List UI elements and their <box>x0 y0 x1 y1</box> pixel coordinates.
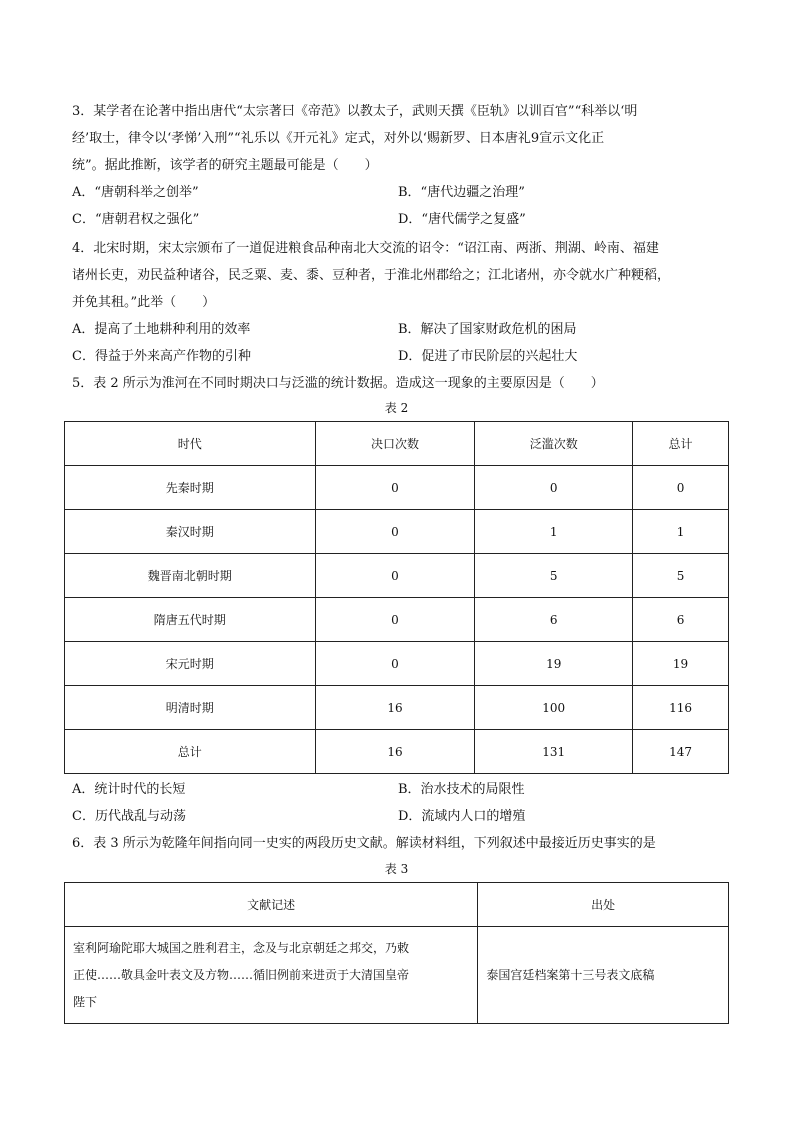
q3-option-c: C．“唐朝君权之强化” <box>72 212 200 227</box>
q4-option-d: D．促进了市民阶层的兴起壮大 <box>398 349 578 364</box>
flood-count-cell: 1 <box>475 510 633 554</box>
q3-stem-line-3: 统”。据此推断，该学者的研究主题最可能是（ ） <box>72 158 378 173</box>
table-row <box>65 642 729 686</box>
source-cell: 泰国宫廷档案第十三号表文底稿 <box>478 927 729 1024</box>
q4-stem-line-3: 并免其租。”此举（ ） <box>72 295 216 310</box>
breach-count-cell: 0 <box>315 642 475 686</box>
header-cell: 出处 <box>478 883 729 927</box>
total-cell: 147 <box>633 730 729 774</box>
breach-count-cell: 0 <box>315 466 475 510</box>
breach-count-cell: 0 <box>315 554 475 598</box>
era-cell: 隋唐五代时期 <box>65 598 316 642</box>
table-row <box>65 686 729 730</box>
header-cell: 时代 <box>65 422 316 466</box>
flood-count-cell: 6 <box>475 598 633 642</box>
document-text-line: 室利阿瑜陀耶大城国之胜利君主，念及与北京朝廷之邦交，乃敕 <box>73 940 410 955</box>
header-cell: 决口次数 <box>315 422 475 466</box>
flood-count-cell: 100 <box>475 686 633 730</box>
total-cell: 6 <box>633 598 729 642</box>
breach-count-cell: 0 <box>315 510 475 554</box>
q3-stem-line-1: 3．某学者在论著中指出唐代“太宗著曰《帝范》以教太子，武则天撰《臣轨》以训百官”“科举以‘明 <box>72 104 638 119</box>
flood-count-cell: 0 <box>475 466 633 510</box>
header-cell: 泛滥次数 <box>475 422 633 466</box>
q5-option-c: C．历代战乱与动荡 <box>72 809 186 824</box>
q6-stem: 6．表 3 所示为乾隆年间指向同一史实的两段历史文献。解读材料组，下列叙述中最接近历史事实的是 <box>72 836 656 851</box>
table-row <box>65 927 729 1024</box>
document-text-cell <box>65 927 478 1024</box>
breach-count-cell: 16 <box>315 730 475 774</box>
document-text-line: 正使……敬具金叶表文及方物……循旧例前来进贡于大清国皇帝 <box>73 967 410 982</box>
header-cell: 总计 <box>633 422 729 466</box>
table-row <box>65 554 729 598</box>
era-cell: 总计 <box>65 730 316 774</box>
table-header-row <box>65 422 729 466</box>
table-row <box>65 730 729 774</box>
era-cell: 魏晋南北朝时期 <box>65 554 316 598</box>
table-header-row <box>65 883 729 927</box>
q5-option-b: B．治水技术的局限性 <box>398 782 525 797</box>
table-2 <box>64 421 729 774</box>
flood-count-cell: 19 <box>475 642 633 686</box>
table-row <box>65 598 729 642</box>
table-3 <box>64 882 729 1024</box>
q3-option-a: A．“唐朝科举之创举” <box>72 185 199 200</box>
table-row <box>65 466 729 510</box>
breach-count-cell: 16 <box>315 686 475 730</box>
table-row <box>65 510 729 554</box>
era-cell: 先秦时期 <box>65 466 316 510</box>
q4-option-b: B．解决了国家财政危机的困局 <box>398 322 577 337</box>
q5-option-d: D．流域内人口的增殖 <box>398 809 526 824</box>
era-cell: 明清时期 <box>65 686 316 730</box>
q5-option-a: A．统计时代的长短 <box>72 782 186 797</box>
q5-stem: 5．表 2 所示为淮河在不同时期决口与泛滥的统计数据。造成这一现象的主要原因是（ ） <box>72 376 604 391</box>
total-cell: 5 <box>633 554 729 598</box>
q4-option-c: C．得益于外来高产作物的引种 <box>72 349 251 364</box>
breach-count-cell: 0 <box>315 598 475 642</box>
era-cell: 宋元时期 <box>65 642 316 686</box>
flood-count-cell: 131 <box>475 730 633 774</box>
total-cell: 1 <box>633 510 729 554</box>
total-cell: 0 <box>633 466 729 510</box>
flood-count-cell: 5 <box>475 554 633 598</box>
header-cell: 文献记述 <box>65 883 478 927</box>
document-text-line: 陛下 <box>73 994 98 1009</box>
q3-option-d: D．“唐代儒学之复盛” <box>398 212 526 227</box>
q4-stem-line-1: 4．北宋时期，宋太宗颁布了一道促进粮食品种南北大交流的诏令：“诏江南、两浙、荆湖、岭南、福建 <box>72 241 659 256</box>
q4-stem-line-2: 诸州长吏，劝民益种诸谷，民乏粟、麦、黍、豆种者，于淮北州郡给之；江北诸州，亦令就水广种粳稻， <box>72 268 671 283</box>
table-2-caption: 表 2 <box>384 401 409 415</box>
table-3-caption: 表 3 <box>384 862 409 876</box>
total-cell: 116 <box>633 686 729 730</box>
q3-option-b: B．“唐代边疆之治理” <box>398 185 525 200</box>
q4-option-a: A．提高了土地耕种利用的效率 <box>72 322 251 337</box>
total-cell: 19 <box>633 642 729 686</box>
era-cell: 秦汉时期 <box>65 510 316 554</box>
q3-stem-line-2: 经’取士，律令以‘孝悌’入刑”“礼乐以《开元礼》定式，对外以‘赐新罗、日本唐礼9宣示文化正 <box>72 131 605 146</box>
